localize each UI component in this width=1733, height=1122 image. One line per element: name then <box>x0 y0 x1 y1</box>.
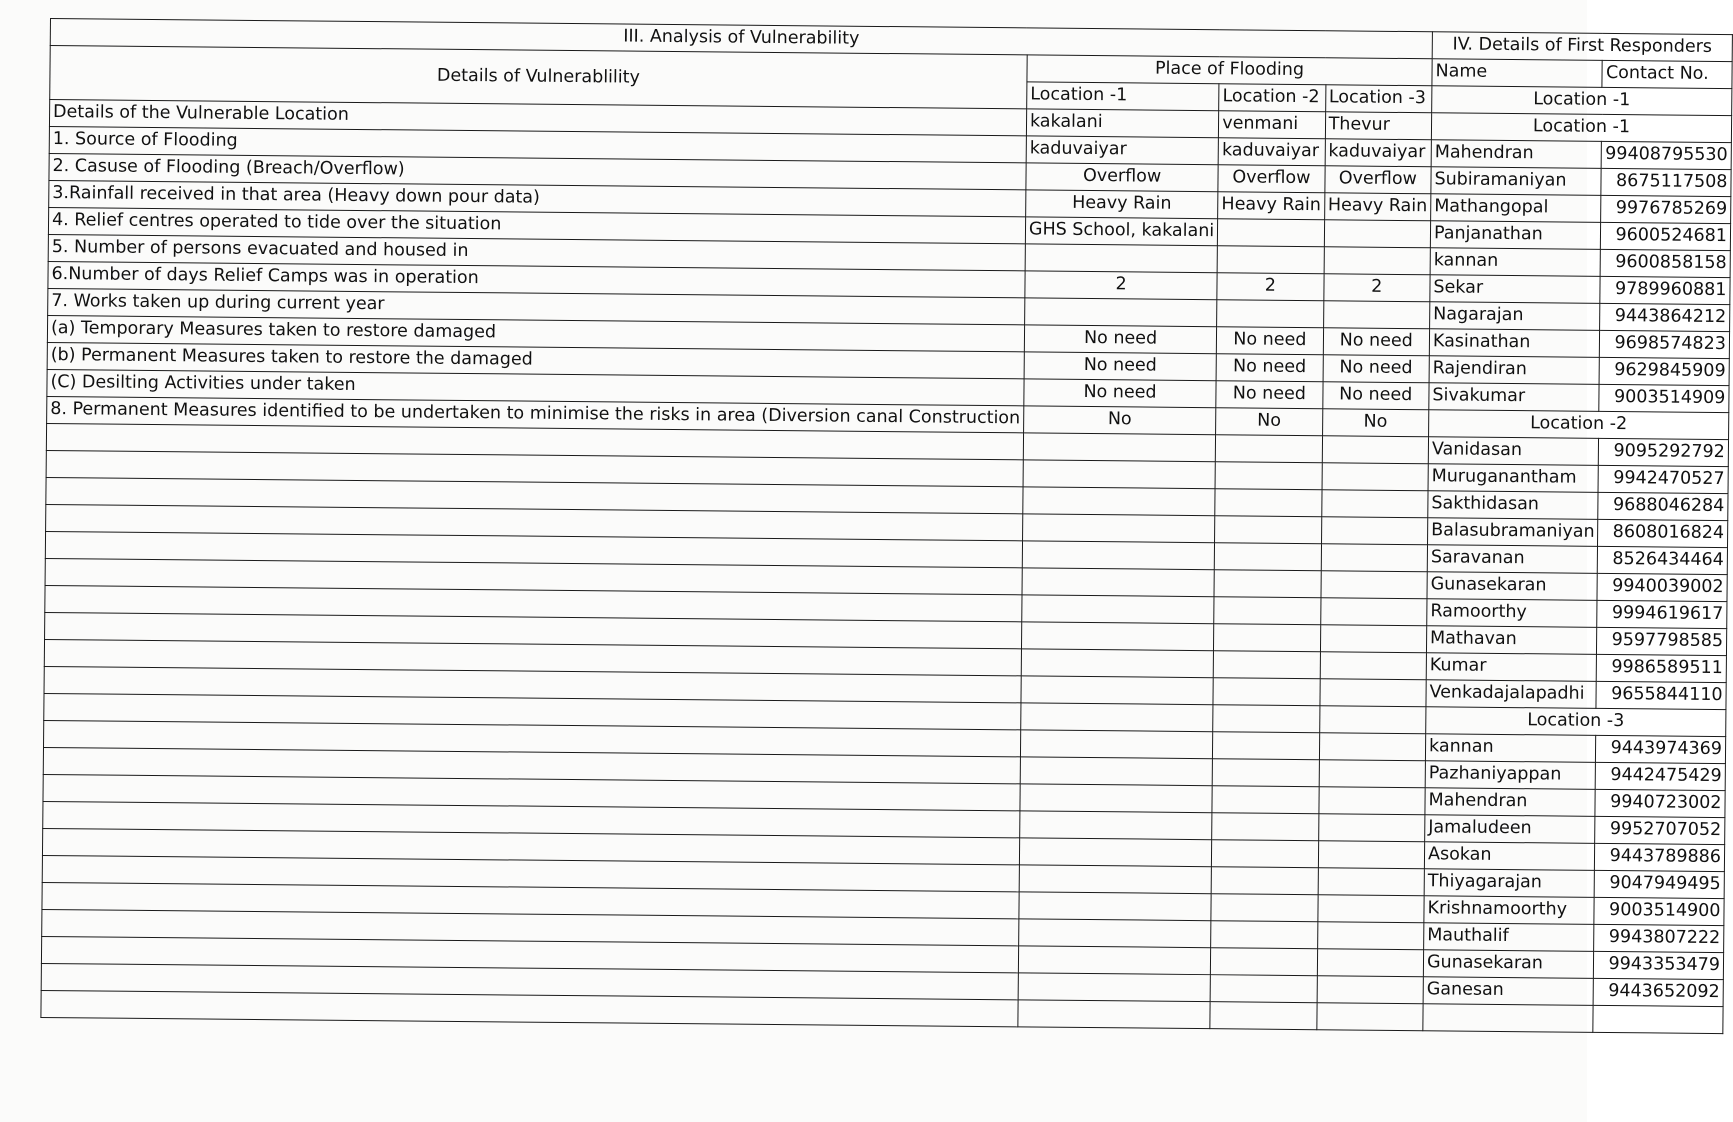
responder-contact: 9442475429 <box>1596 762 1726 790</box>
blank-cell <box>1319 706 1426 734</box>
blank-cell <box>1317 895 1424 923</box>
row-value-location-3: kaduvaiyar <box>1325 139 1432 167</box>
responder-contact: 9698574823 <box>1600 330 1730 358</box>
responder-contact: 9986589511 <box>1597 654 1727 682</box>
responder-name: Vanidasan <box>1428 437 1599 466</box>
blank-cell <box>1213 732 1320 760</box>
responder-name: Asokan <box>1424 842 1595 871</box>
responder-contact: 9600524681 <box>1601 222 1731 250</box>
responder-contact: 9940723002 <box>1595 789 1725 817</box>
section3-title: III. Analysis of Vulnerability <box>50 19 1432 59</box>
location-1-header: Location -1 <box>1027 82 1220 111</box>
row-value-location-1: No need <box>1024 352 1217 381</box>
blank-cell <box>1214 597 1321 625</box>
row-value-location-2: Overflow <box>1218 165 1325 193</box>
responder-name: Nagarajan <box>1430 302 1601 331</box>
row-label: 4. Relief centres operated to tide over the situation <box>48 207 1025 243</box>
blank-cell <box>1321 490 1428 518</box>
row-label: 2. Casuse of Flooding (Breach/Overflow) <box>49 153 1026 189</box>
row-value-location-2: No need <box>1217 327 1324 355</box>
blank-cell <box>1018 1000 1211 1029</box>
responder-name: Krishnamoorthy <box>1424 896 1595 925</box>
row-label: 8. Permanent Measures identified to be undertaken to minimise the risks in area (Diversion canal Construction <box>47 396 1024 432</box>
row-value-location-1 <box>1025 298 1218 327</box>
responder-name: Rajendiran <box>1429 356 1600 385</box>
responders-location-3-heading: Location -3 <box>1426 707 1726 737</box>
row-value-location-3: Thevur <box>1325 112 1432 140</box>
name-column-header: Name <box>1432 59 1603 88</box>
blank-cell <box>1019 865 1212 894</box>
blank-cell <box>1022 541 1215 570</box>
responder-name: Mahendran <box>1425 788 1596 817</box>
responder-name: Mahendran <box>1431 140 1602 169</box>
blank-cell <box>1021 622 1214 651</box>
responder-contact: 9047949495 <box>1595 870 1725 898</box>
blank-cell <box>1213 705 1320 733</box>
responder-contact: 9994619617 <box>1597 600 1727 628</box>
responder-contact: 9095292792 <box>1599 438 1729 466</box>
blank-cell <box>1316 1003 1423 1031</box>
blank-cell <box>1318 841 1425 869</box>
blank-cell <box>1022 568 1215 597</box>
responder-name: Thiyagarajan <box>1424 869 1595 898</box>
blank-cell <box>1215 462 1322 490</box>
responder-name: Mathavan <box>1426 626 1597 655</box>
blank-cell <box>1213 651 1320 679</box>
blank-cell <box>1021 649 1214 678</box>
blank-cell <box>1320 598 1427 626</box>
responder-contact: 9003514909 <box>1599 384 1729 412</box>
row-label: (a) Temporary Measures taken to restore damaged <box>47 315 1024 351</box>
blank-cell <box>1022 514 1215 543</box>
responder-contact: 9789960881 <box>1600 276 1730 304</box>
blank-cell <box>1212 786 1319 814</box>
blank-cell <box>1322 463 1429 491</box>
row-value-location-3: Heavy Rain <box>1324 193 1431 221</box>
row-label: (b) Permanent Measures taken to restore the damaged <box>47 342 1024 378</box>
blank-cell <box>1320 625 1427 653</box>
responders-location-1-heading-repeat: Location -1 <box>1431 113 1731 143</box>
document <box>40 18 1732 1034</box>
row-value-location-1: No need <box>1024 379 1217 408</box>
row-value-location-3 <box>1324 247 1431 275</box>
row-label: 1. Source of Flooding <box>49 126 1026 162</box>
blank-cell <box>1211 894 1318 922</box>
responder-contact: 9976785269 <box>1601 195 1731 223</box>
responder-name: Jamaludeen <box>1425 815 1596 844</box>
blank-cell <box>1020 784 1213 813</box>
responder-contact: 8608016824 <box>1598 519 1728 547</box>
location-2-header: Location -2 <box>1219 84 1326 112</box>
row-value-location-2: Heavy Rain <box>1218 192 1325 220</box>
blank-cell <box>1023 487 1216 516</box>
blank-cell <box>1211 867 1318 895</box>
blank-cell <box>1022 595 1215 624</box>
responder-name: Sakthidasan <box>1428 491 1599 520</box>
row-value-location-2 <box>1217 246 1324 274</box>
blank-cell <box>1319 760 1426 788</box>
responder-contact: 9688046284 <box>1598 492 1728 520</box>
blank-cell <box>1023 460 1216 489</box>
responder-contact: 9655844110 <box>1596 681 1726 709</box>
responder-contact: 9443652092 <box>1594 978 1724 1006</box>
responder-name: Kumar <box>1426 653 1597 682</box>
responder-name: Venkadajalapadhi <box>1426 680 1597 709</box>
responder-name: kannan <box>1425 734 1596 763</box>
responder-name: Panjanathan <box>1430 221 1601 250</box>
blank-cell <box>1321 517 1428 545</box>
blank-cell <box>1023 433 1216 462</box>
blank-cell <box>1213 678 1320 706</box>
blank-cell <box>1211 921 1318 949</box>
row-value-location-1: GHS School, kakalani <box>1025 217 1218 246</box>
blank-cell <box>1020 757 1213 786</box>
blank-cell <box>1021 703 1214 732</box>
responder-name: Mauthalif <box>1424 923 1595 952</box>
blank-cell <box>1593 1005 1723 1033</box>
blank-cell <box>1320 679 1427 707</box>
blank-cell <box>1215 489 1322 517</box>
blank-cell <box>1020 730 1213 759</box>
row-value-location-3: 2 <box>1323 274 1430 302</box>
responder-contact: 9943807222 <box>1594 924 1724 952</box>
row-value-location-2: No need <box>1216 381 1323 409</box>
blank-cell <box>1319 733 1426 761</box>
responder-contact: 9952707052 <box>1595 816 1725 844</box>
row-label: 7. Works taken up during current year <box>48 288 1025 324</box>
responder-name: Balasubramaniyan <box>1428 518 1599 547</box>
responder-name: kannan <box>1430 248 1601 277</box>
responder-name: Gunasekaran <box>1423 950 1594 979</box>
blank-cell <box>1018 946 1211 975</box>
row-value-location-2 <box>1217 300 1324 328</box>
responder-contact: 9003514900 <box>1594 897 1724 925</box>
responder-contact: 9943353479 <box>1594 951 1724 979</box>
row-value-location-3: No need <box>1323 328 1430 356</box>
responder-contact: 9443974369 <box>1596 735 1726 763</box>
blank-cell <box>1322 436 1429 464</box>
details-heading: Details of Vulnerablility <box>50 46 1027 109</box>
row-value-location-1: kakalani <box>1026 109 1219 138</box>
blank-cell <box>1214 624 1321 652</box>
blank-cell <box>1214 570 1321 598</box>
responder-contact: 9600858158 <box>1601 249 1731 277</box>
responder-name: Ramoorthy <box>1427 599 1598 628</box>
responder-contact: 9443789886 <box>1595 843 1725 871</box>
responder-name: Saravanan <box>1427 545 1598 574</box>
responder-name: Subiramaniyan <box>1431 167 1602 196</box>
responders-location-1-heading: Location -1 <box>1432 86 1732 116</box>
blank-cell <box>1212 813 1319 841</box>
row-value-location-2 <box>1218 219 1325 247</box>
row-value-location-1 <box>1025 244 1218 273</box>
responder-name: Muruganantham <box>1428 464 1599 493</box>
row-value-location-1: kaduvaiyar <box>1026 136 1219 165</box>
responders-location-2-heading: Location -2 <box>1429 410 1729 440</box>
contact-column-header: Contact No. <box>1602 60 1732 88</box>
responder-name: Gunasekaran <box>1427 572 1598 601</box>
responder-contact: 9597798585 <box>1597 627 1727 655</box>
blank-cell <box>1423 1004 1594 1033</box>
responder-contact: 99408795530 <box>1602 141 1732 169</box>
row-value-location-1: No need <box>1024 325 1217 354</box>
responder-contact: 9443864212 <box>1600 303 1730 331</box>
blank-cell <box>1019 892 1212 921</box>
blank-cell <box>1020 811 1213 840</box>
blank-cell <box>1210 1002 1317 1030</box>
responder-contact: 9940039002 <box>1597 573 1727 601</box>
row-value-location-1: No <box>1024 406 1217 435</box>
row-value-location-3: No need <box>1323 355 1430 383</box>
responder-name: Sekar <box>1430 275 1601 304</box>
responder-contact: 8526434464 <box>1598 546 1728 574</box>
blank-cell <box>1019 919 1212 948</box>
responder-name: Kasinathan <box>1429 329 1600 358</box>
responder-name: Pazhaniyappan <box>1425 761 1596 790</box>
blank-cell <box>1210 975 1317 1003</box>
row-value-location-3 <box>1323 301 1430 329</box>
blank-cell <box>1214 543 1321 571</box>
row-label: 6.Number of days Relief Camps was in operation <box>48 261 1025 297</box>
blank-cell <box>1212 840 1319 868</box>
responder-name: Sivakumar <box>1429 383 1600 412</box>
blank-cell <box>1212 759 1319 787</box>
row-value-location-1: Overflow <box>1026 163 1219 192</box>
blank-cell <box>1317 949 1424 977</box>
row-value-location-1: 2 <box>1025 271 1218 300</box>
place-of-flooding-heading: Place of Flooding <box>1027 55 1432 86</box>
blank-cell <box>1019 838 1212 867</box>
row-value-location-3 <box>1324 220 1431 248</box>
row-label: 3.Rainfall received in that area (Heavy down pour data) <box>49 180 1026 216</box>
responder-name: Ganesan <box>1423 977 1594 1006</box>
row-value-location-2: No <box>1216 408 1323 436</box>
blank-cell <box>1021 676 1214 705</box>
row-value-location-2: kaduvaiyar <box>1218 138 1325 166</box>
blank-cell <box>1317 976 1424 1004</box>
row-value-location-3: No need <box>1322 382 1429 410</box>
blank-cell <box>1320 652 1427 680</box>
blank-cell <box>1215 516 1322 544</box>
row-label: Details of the Vulnerable Location <box>49 100 1026 136</box>
row-value-location-2: 2 <box>1217 273 1324 301</box>
row-value-location-1: Heavy Rain <box>1026 190 1219 219</box>
row-label: (C) Desilting Activities under taken <box>47 369 1024 405</box>
blank-cell <box>1319 787 1426 815</box>
responder-name: Mathangopal <box>1431 194 1602 223</box>
blank-cell <box>1318 868 1425 896</box>
row-value-location-3: Overflow <box>1324 166 1431 194</box>
section4-title: IV. Details of First Responders <box>1432 32 1732 62</box>
blank-cell <box>1018 973 1211 1002</box>
blank-cell <box>1216 435 1323 463</box>
responder-contact: 9629845909 <box>1600 357 1730 385</box>
row-value-location-3: No <box>1322 409 1429 437</box>
row-value-location-2: No need <box>1216 354 1323 382</box>
vulnerability-table <box>40 18 1732 1034</box>
blank-cell <box>1321 571 1428 599</box>
blank-cell <box>1321 544 1428 572</box>
blank-cell <box>1317 922 1424 950</box>
row-label: 5. Number of persons evacuated and housed in <box>48 234 1025 270</box>
responder-contact: 8675117508 <box>1601 168 1731 196</box>
blank-cell <box>1211 948 1318 976</box>
location-3-header: Location -3 <box>1325 85 1432 113</box>
blank-cell <box>1318 814 1425 842</box>
row-value-location-2: venmani <box>1219 111 1326 139</box>
responder-contact: 9942470527 <box>1598 465 1728 493</box>
